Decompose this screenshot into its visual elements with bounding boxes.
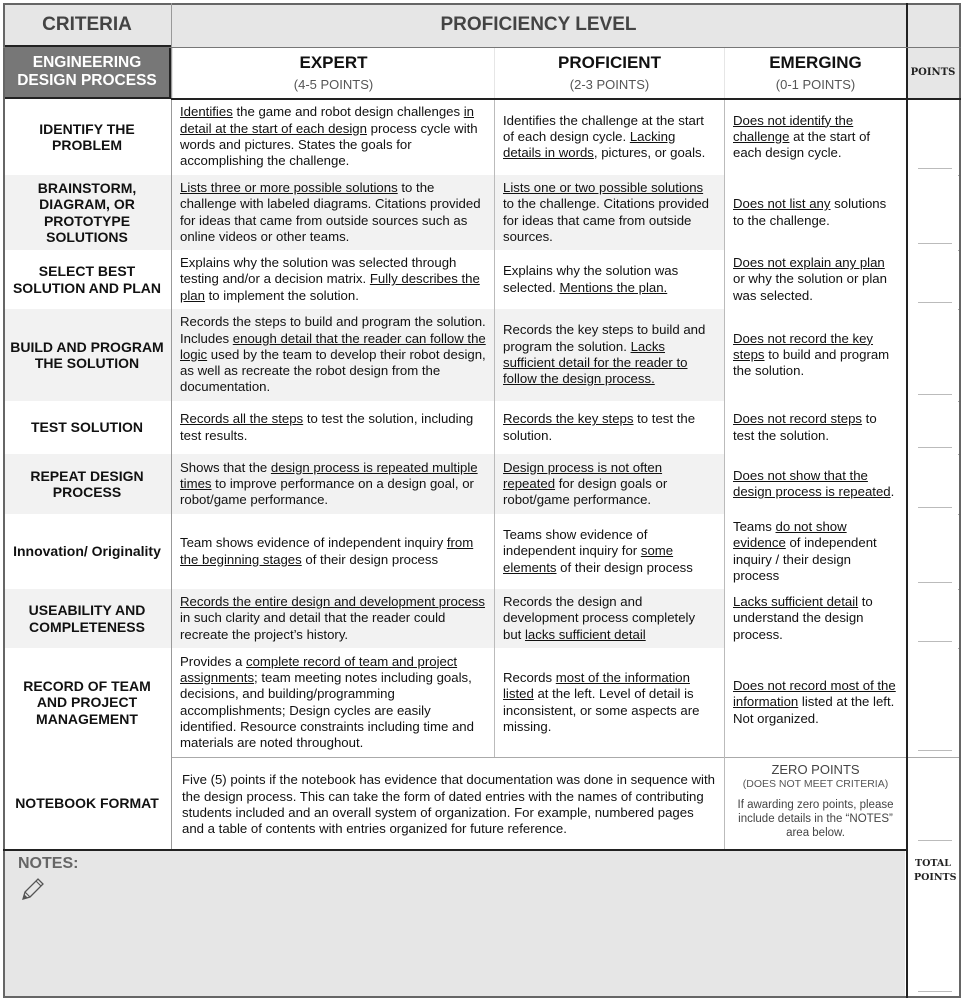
emerging-description: Does not identify the challenge at the start of each design cycle. [725,99,906,175]
proficient-description: Records most of the information listed at the left. Level of detail is inconsistent, or some aspects are missing. [495,648,724,757]
criterion-label: SELECT BEST SOLUTION AND PLAN [3,250,171,309]
expert-description: Identifies the game and robot design challenges in detail at the start of each design process cycle with words and pictures. States the goals for accomplishing the challenge. [172,99,494,175]
expert-description: Explains why the solution was selected through testing and/or a decision matrix. Fully describes the plan to implement the solution. [172,250,494,309]
grid-line [906,3,908,998]
proficient-description: Lists one or two possible solutions to the challenge. Citations provided for ideas that came from outside sources. [495,175,724,250]
points-heading: POINTS [910,67,956,78]
grid-line [171,3,172,851]
expert-description: Records the steps to build and program the solution. Includes enough detail that the reader can follow the logic used by the team to develop their robot design, as well as recreate the robot design from the documentation. [172,309,494,401]
rubric-table [3,3,961,998]
emerging-description: Does not list any solutions to the challenge. [725,175,906,250]
expert-description: Lists three or more possible solutions to the challenge with labeled diagrams. Citations provided for ideas that came from outside sources such as online videos or other teams. [172,175,494,250]
grid-line [171,98,961,100]
emerging-description: Does not explain any plan or why the solution or plan was selected. [725,250,906,309]
criterion-label: BRAINSTORM, DIAGRAM, OR PROTOTYPE SOLUTIONS [3,175,171,250]
emerging-description: Does not record steps to test the solution. [725,401,906,454]
criterion-label: Innovation/ Originality [3,514,171,589]
proficient-title: PROFICIENT [558,53,661,72]
expert-title: EXPERT [299,53,368,72]
emerging-title: EMERGING [769,53,862,72]
proficient-description: Identifies the challenge at the start of each design cycle. Lacking details in words, pictures, or goals. [495,99,724,175]
expert-description: Team shows evidence of independent inquiry from the beginning stages of their design process [172,514,494,589]
grid-line [724,99,725,851]
emerging-points: (0-1 POINTS) [775,77,856,92]
zero-points-note: If awarding zero points, please include details in the “NOTES” area below. [737,799,894,839]
proficient-description: Records the key steps to build and program the solution. Lacks sufficient detail for the reader to follow the design process. [495,309,724,401]
criterion-label: BUILD AND PROGRAM THE SOLUTION [3,309,171,401]
criterion-label: RECORD OF TEAM AND PROJECT MANAGEMENT [3,648,171,757]
expert-description: Records the entire design and development process in such clarity and detail that the reader could recreate the project’s history. [172,589,494,648]
grid-line [3,47,961,48]
grid-line [3,849,906,851]
proficiency-level-heading: PROFICIENCY LEVEL [440,14,637,35]
notebook-description: Five (5) points if the notebook has evidence that documentation was done in sequence with the design process. This can take the form of dated entries with the names of contributing students included and an overall system of organization. For example, numbered pages and a table of contents with entries organized for future reference. [173,761,724,849]
proficient-description: Teams show evidence of independent inquiry for some elements of their design process [495,514,724,589]
category-heading: ENGINEERING DESIGN PROCESS [3,45,171,99]
expert-description: Shows that the design process is repeated multiple times to improve performance on a design goal, or robot/game performance. [172,454,494,514]
zero-points-subtitle: (DOES NOT MEET CRITERIA) [742,778,889,790]
expert-description: Provides a complete record of team and project assignments; team meeting notes including goals, decisions, and building/programming accomplishments; Design cycles are easily identified. Resource constraints including time and materials are noted throughout. [172,648,494,757]
proficient-description: Records the design and development process completely but lacks sufficient detail [495,589,724,648]
emerging-description: Lacks sufficient detail to understand the design process. [725,589,906,648]
expert-points: (4-5 POINTS) [293,77,374,92]
emerging-description: Teams do not show evidence of independent inquiry / their design process [725,514,906,589]
criterion-label: REPEAT DESIGN PROCESS [3,454,171,514]
total-points-label: TOTAL POINTS [914,858,957,883]
expert-description: Records all the steps to test the solution, including test results. [172,401,494,454]
proficient-points: (2-3 POINTS) [569,77,650,92]
criterion-label: USEABILITY AND COMPLETENESS [3,589,171,648]
criterion-label: TEST SOLUTION [3,401,171,454]
proficient-description: Explains why the solution was selected. Mentions the plan. [495,250,724,309]
criteria-heading: CRITERIA [42,14,132,35]
notebook-criterion: NOTEBOOK FORMAT [15,794,159,811]
notes-label: NOTES: [18,855,79,872]
criterion-label: IDENTIFY THE PROBLEM [3,99,171,175]
grid-line [494,99,495,757]
proficient-description: Design process is not often repeated for design goals or robot/game performance. [495,454,724,514]
proficient-description: Records the key steps to test the solution. [495,401,724,454]
emerging-description: Does not record the key steps to build and program the solution. [725,309,906,401]
emerging-description: Does not show that the design process is repeated. [725,454,906,514]
emerging-description: Does not record most of the information listed at the left. Not organized. [725,648,906,757]
zero-points-title: ZERO POINTS [771,762,860,777]
